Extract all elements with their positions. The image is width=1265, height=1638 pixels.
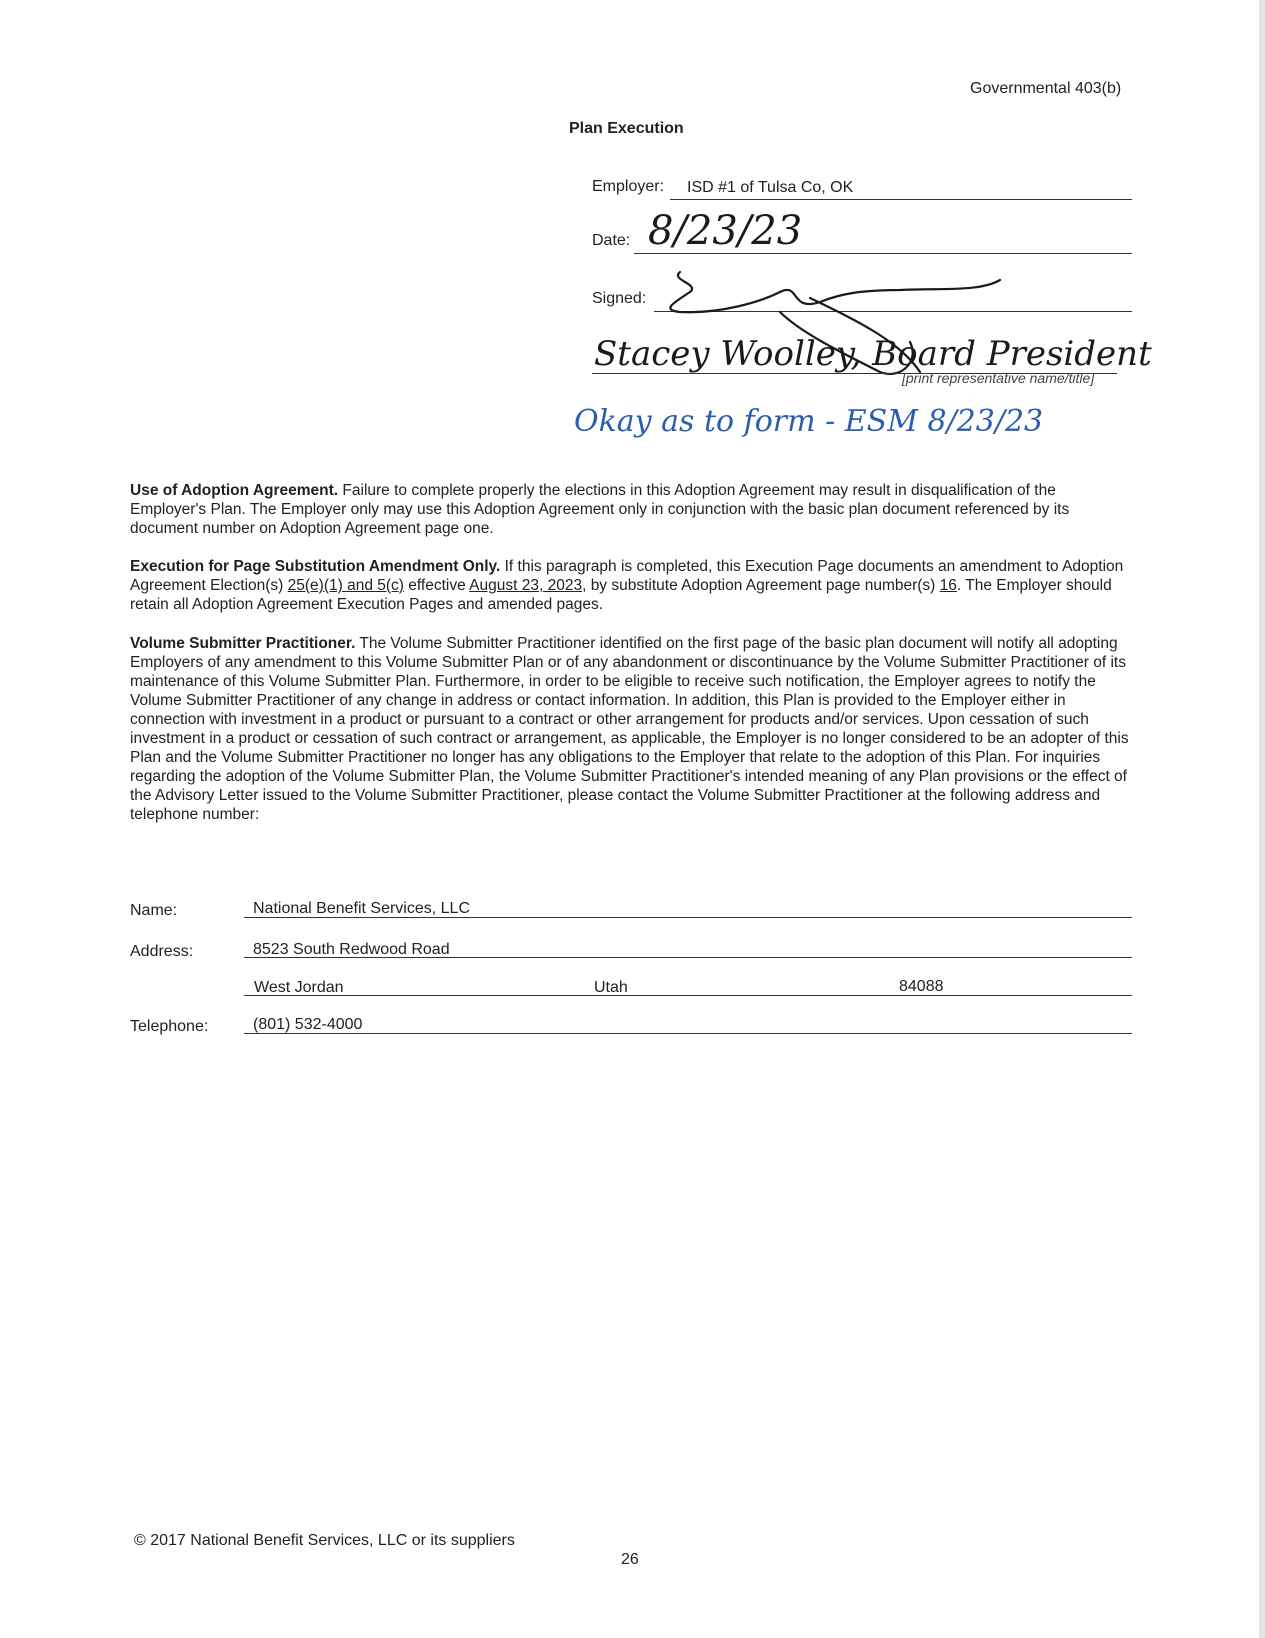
street-value: 8523 South Redwood Road: [253, 941, 450, 958]
printed-name-row: [592, 326, 1152, 374]
telephone-underline: [244, 1033, 1132, 1034]
employer-underline: [670, 199, 1132, 200]
page-edge: [1259, 0, 1265, 1638]
handwritten-printed-name: Stacey Woolley, Board President: [594, 334, 1152, 374]
amended-elections: 25(e)(1) and 5(c): [287, 577, 404, 594]
contact-telephone-label: Telephone:: [130, 1018, 209, 1035]
page-number: 26: [621, 1551, 639, 1568]
city-state-zip-underline: [244, 995, 1132, 996]
section-title: Plan Execution: [569, 120, 684, 137]
telephone-value: (801) 532-4000: [253, 1016, 363, 1033]
volume-submitter-paragraph: [130, 634, 1130, 824]
employer-value: ISD #1 of Tulsa Co, OK: [687, 179, 854, 196]
zip-value: 84088: [899, 978, 944, 995]
volume-submitter-heading: Volume Submitter Practitioner.: [130, 635, 356, 652]
execution-substitution-text-4: . The Employer should retain all Adoption Agreement Execution Pages and amended pages.: [130, 577, 1112, 613]
execution-substitution-text-2: effective: [408, 577, 466, 594]
substitute-page-numbers: 16: [939, 577, 957, 594]
volume-submitter-text: The Volume Submitter Practitioner identified on the first page of the basic plan document will notify all adopting Employers of any amendment to this Volume Submitter Plan or of any abandonment or discontinuance by the Volume Submitter Practitioner of its maintenance of this Volume Submitter Plan. Furthermore, in order to be eligible to receive such notification, the Employer agrees to notify the Volume Submitter Practitioner of any change in address or contact information. In addition, this Plan is provided to the Employer either in connection with investment in a product or pursuant to a contract or other arrangement for products and/or services. Upon cessation of such investment in a product or cessation of such contract or arrangement, as applicable, the Employer is no longer considered to be an adopter of this Plan and the Volume Submitter Practitioner no longer has any obligations to the Employer that relate to the adoption of this Plan. For inquiries regarding the adoption of the Volume Submitter Plan, the Volume Submitter Practitioner's intended meaning of any Plan provisions or the effect of the Advisory Letter issued to the Volume Submitter Practitioner, please contact the Volume Submitter Practitioner at the following address and telephone number:: [130, 635, 1129, 823]
employer-row: [592, 174, 1132, 200]
date-label: Date:: [592, 232, 631, 249]
use-of-adoption-text: Failure to complete properly the elections in this Adoption Agreement may result in disqualification of the Employer's Plan. The Employer only may use this Adoption Agreement only in conjunction with the basic plan document referenced by its document number on Adoption Agreement page one.: [130, 482, 1070, 537]
contact-address-label: Address:: [130, 943, 194, 960]
use-of-adoption-heading: Use of Adoption Agreement.: [130, 482, 339, 499]
print-name-title-caption: [print representative name/title]: [902, 370, 1095, 386]
employer-label: Employer:: [592, 178, 665, 195]
effective-date: August 23, 2023: [469, 577, 583, 594]
document-type-label: Governmental 403(b): [970, 80, 1122, 97]
execution-substitution-heading: Execution for Page Substitution Amendment Only.: [130, 558, 501, 575]
approval-note: Okay as to form - ESM 8/23/23: [574, 404, 1044, 439]
execution-substitution-paragraph: [130, 557, 1130, 614]
contact-name-label: Name:: [130, 902, 178, 919]
state-value: Utah: [594, 979, 628, 996]
use-of-adoption-paragraph: [130, 481, 1130, 538]
footer-copyright: © 2017 National Benefit Services, LLC or its suppliers: [134, 1532, 515, 1549]
city-value: West Jordan: [254, 979, 344, 996]
execution-substitution-text-3: , by substitute Adoption Agreement page number(s): [582, 577, 936, 594]
handwritten-date: 8/23/23: [648, 208, 803, 254]
execution-substitution-text-1: If this paragraph is completed, this Execution Page documents an amendment to Adoption Agreement Election(s): [130, 558, 1124, 594]
date-row: [592, 208, 1132, 254]
signed-label: Signed:: [592, 290, 647, 307]
contact-name-value: National Benefit Services, LLC: [253, 900, 470, 917]
